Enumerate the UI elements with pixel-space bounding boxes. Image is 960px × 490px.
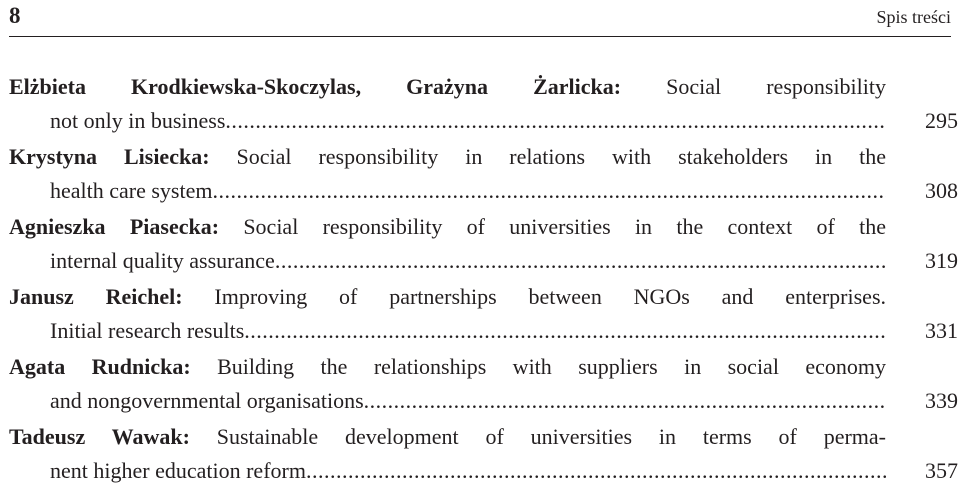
entry-title-end: nent higher education reform: [50, 458, 306, 483]
entry-title-start: Social responsibility: [621, 74, 887, 99]
entry-author: Elżbieta Krodkiewska-Skoczylas, Grażyna Żarlicka:: [9, 74, 622, 99]
entry-page-number: 319: [925, 248, 958, 273]
entry-first-line: [9, 420, 886, 454]
entry-title-start: Building the relationships with suppliers in social economy: [190, 354, 886, 379]
entry-first-line: [9, 140, 886, 174]
leader-dots: [275, 244, 886, 278]
toc-entry[interactable]: [9, 280, 959, 350]
entry-first-line: [9, 70, 886, 104]
entry-title-end: Initial research results: [50, 318, 245, 343]
entry-author: Tadeusz Wawak:: [9, 424, 190, 449]
table-of-contents: [9, 70, 959, 490]
running-title: Spis treści: [876, 7, 951, 27]
entry-second-line: [50, 174, 886, 208]
entry-second-line: [50, 384, 886, 418]
leader-dots: [225, 104, 886, 138]
entry-title-end: internal quality assurance: [50, 248, 275, 273]
entry-page-number: 295: [925, 108, 958, 133]
leader-dots: [213, 174, 887, 208]
toc-entry[interactable]: [9, 140, 959, 210]
toc-entry[interactable]: [9, 350, 959, 420]
entry-page-number: 308: [925, 178, 958, 203]
leader-dots: [306, 454, 886, 488]
entry-second-line: [50, 314, 886, 348]
entry-title-start: Sustainable development of universities in terms of perma-: [189, 424, 886, 449]
entry-page-number: 339: [925, 388, 958, 413]
entry-title-start: Improving of partnerships between NGOs and enterprises.: [182, 284, 887, 309]
entry-title-end: and nongovernmental organisations: [50, 388, 364, 413]
entry-author: Agnieszka Piasecka:: [9, 214, 220, 239]
entry-first-line: [9, 210, 886, 244]
toc-entry[interactable]: [9, 70, 959, 140]
entry-author: Janusz Reichel:: [9, 284, 183, 309]
entry-page-number: 357: [925, 458, 958, 483]
entry-second-line: [50, 454, 886, 488]
page-number: 8: [9, 3, 21, 28]
entry-first-line: [9, 350, 886, 384]
entry-first-line: [9, 280, 886, 314]
toc-entry[interactable]: [9, 210, 959, 280]
leader-dots: [364, 384, 886, 418]
toc-entry[interactable]: [9, 420, 959, 490]
entry-second-line: [50, 104, 886, 138]
entry-title-start: Social responsibility in relations with stakeholders in the: [209, 144, 886, 169]
entry-page-number: 331: [925, 318, 958, 343]
entry-title-end: health care system: [50, 178, 213, 203]
entry-author: Agata Rudnicka:: [9, 354, 191, 379]
entry-title-end: not only in business: [50, 108, 226, 133]
entry-author: Krystyna Lisiecka:: [9, 144, 210, 169]
entry-second-line: [50, 244, 886, 278]
entry-title-start: Social responsibility of universities in the context of the: [219, 214, 887, 239]
page-header: [9, 0, 951, 37]
leader-dots: [244, 314, 886, 348]
